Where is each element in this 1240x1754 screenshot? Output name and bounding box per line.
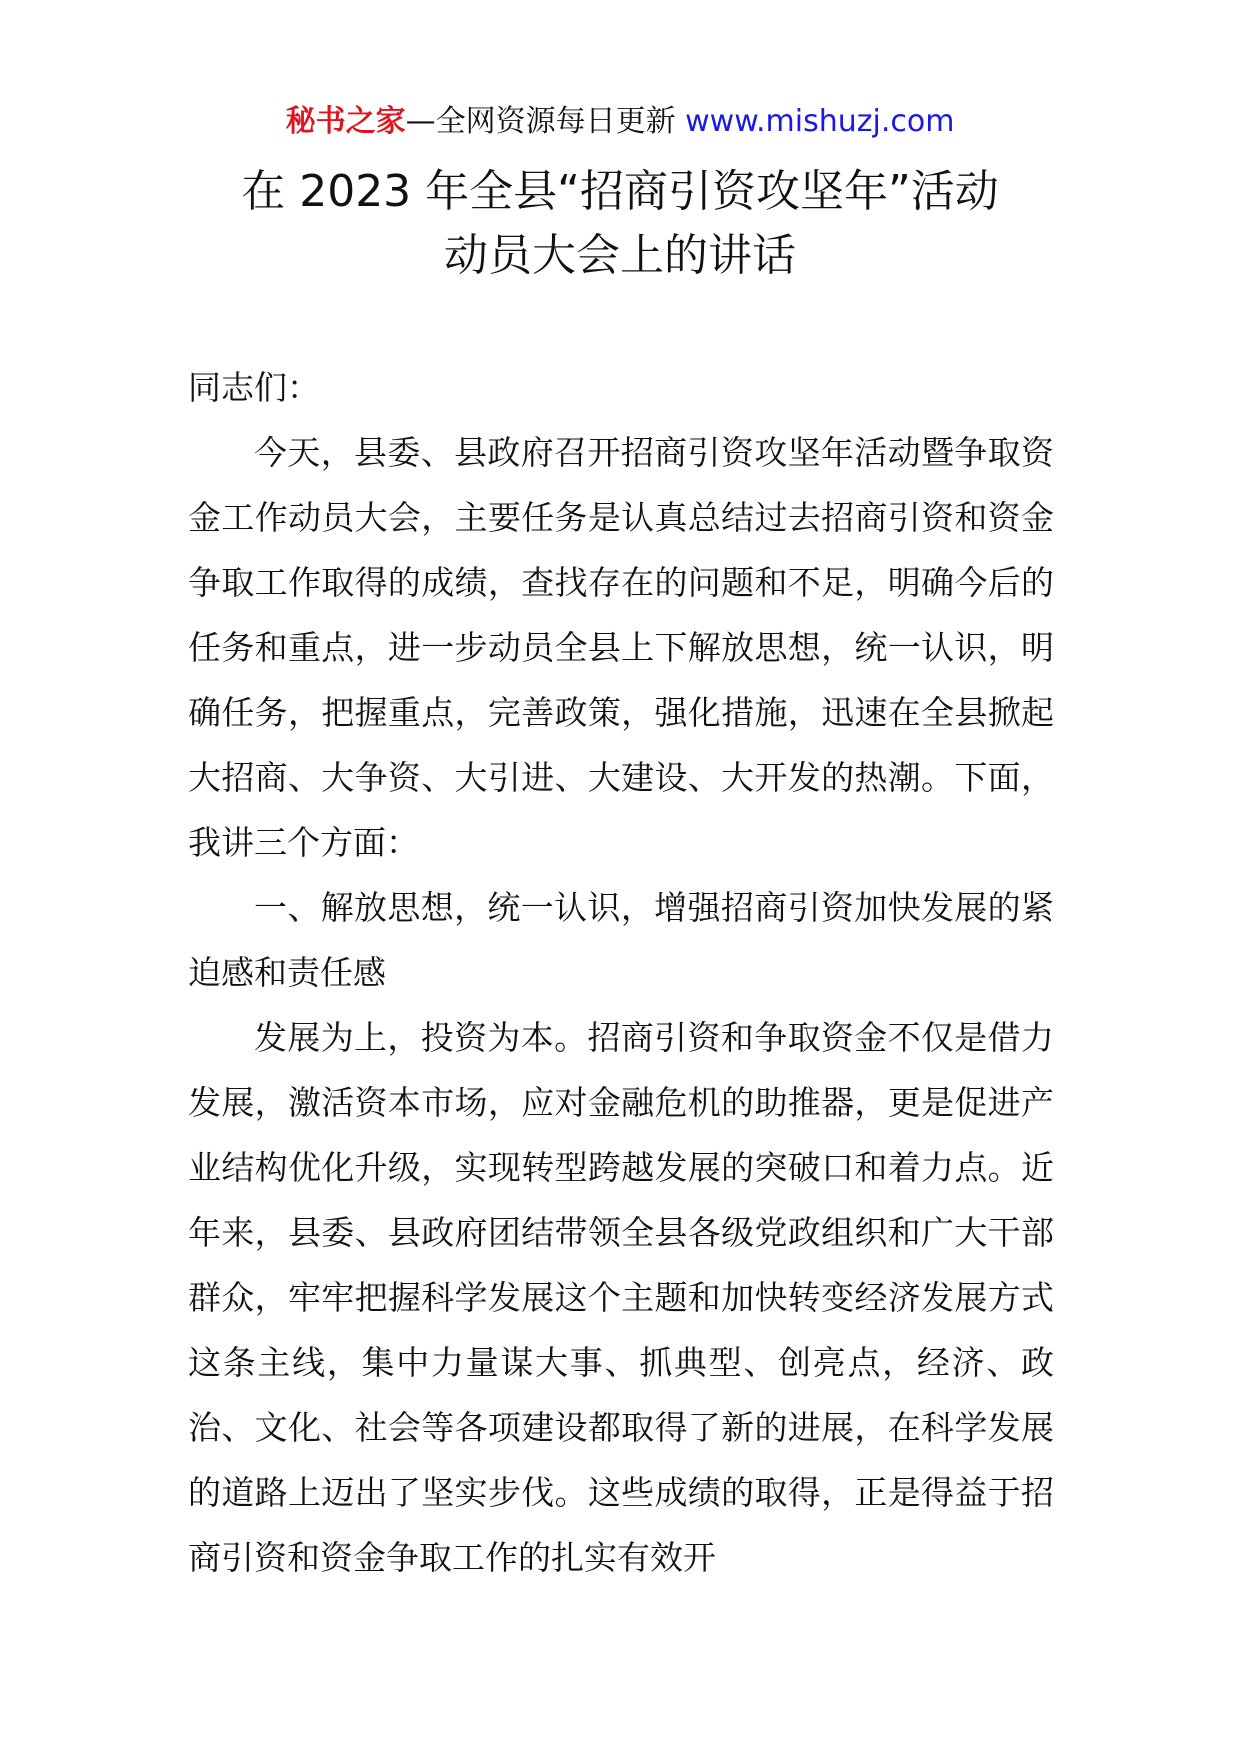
- paragraph-intro: 今天，县委、县政府召开招商引资攻坚年活动暨争取资金工作动员大会，主要任务是认真总结过去招商引资和资金争取工作取得的成绩，查找存在的问题和不足，明确今后的任务和重点，进一步动员全县上下解放思想，统一认识，明确任务，把握重点，完善政策，强化措施，迅速在全县掀起大招商、大争资、大引进、大建设、大开发的热潮。下面，我讲三个方面：: [188, 433, 1054, 862]
- paragraph-section-1: 发展为上，投资为本。招商引资和争取资金不仅是借力发展，激活资本市场，应对金融危机的助推器，更是促进产业结构优化升级，实现转型跨越发展的突破口和着力点。近年来，县委、县政府团结带领全县各级党政组织和广大干部群众，牢牢把握科学发展这个主题和加快转变经济发展方式这条主线，集中力量谋大事、抓典型、创亮点，经济、政治、文化、社会等各项建设都取得了新的进展，在科学发展的道路上迈出了坚实步伐。这些成绩的取得，正是得益于招商引资和资金争取工作的扎实有效开: [188, 1018, 1054, 1577]
- title-line-1: 在 2023 年全县“招商引资攻坚年”活动: [241, 166, 999, 217]
- salutation: 同志们：: [188, 368, 320, 407]
- site-header: [0, 100, 1240, 144]
- title-line-2: 动员大会上的讲话: [444, 230, 796, 281]
- document-body: [188, 355, 1054, 1590]
- header-slogan: —全网资源每日更新: [405, 104, 686, 139]
- brand-name[interactable]: 秘书之家: [285, 104, 406, 139]
- section-heading-1: 一、解放思想，统一认识，增强招商引资加快发展的紧迫感和责任感: [188, 888, 1054, 992]
- document-title: [150, 160, 1090, 288]
- site-url-link[interactable]: www.mishuzj.com: [685, 104, 955, 139]
